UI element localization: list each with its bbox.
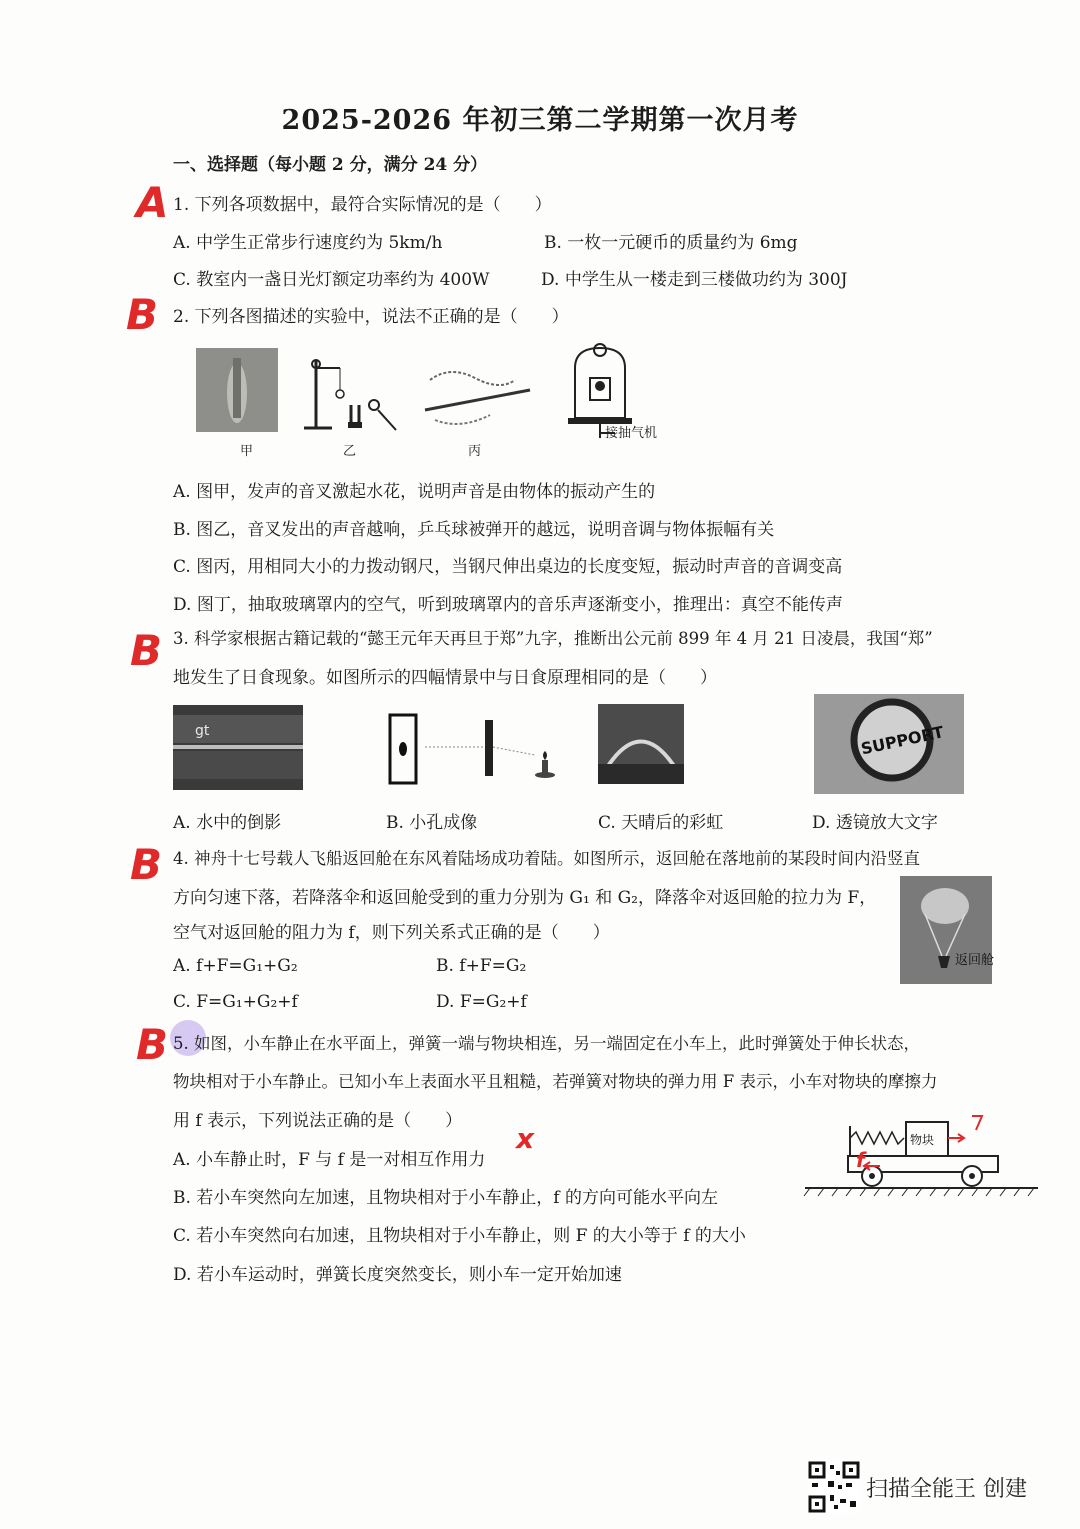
figure-label-jia: 甲 [240,444,254,459]
qr-code-icon [808,1461,860,1513]
scanner-watermark: 扫描全能王 创建 [866,1477,1027,1502]
figure-jia-tuning-fork-water [196,348,278,432]
image-caption-gt: gt [195,723,210,739]
figure-pinhole-imaging [385,705,565,790]
q4-option-b: B. f+F=G₂ [436,956,527,976]
q4-option-c: C. F=G₁+G₂+f [173,992,298,1012]
block-label: 物块 [910,1133,935,1147]
q2-option-c: C. 图丙，用相同大小的力拨动钢尺，当钢尺伸出桌边的长度变短，振动时声音的音调变高 [173,557,843,577]
figure-cart-spring-block [800,1108,1045,1203]
q5-stem-line3: 用 f 表示，下列说法正确的是（ ） [173,1111,463,1131]
q4-stem-line2: 方向匀速下落，若降落伞和返回舱受到的重力分别为 G₁ 和 G₂，降落伞对返回舱的拉力为 F， [173,888,877,908]
q1-stem: 1. 下列各项数据中，最符合实际情况的是（ ） [173,195,552,215]
handwritten-answer-q4: B [130,840,163,889]
q3-option-b: B. 小孔成像 [386,813,478,833]
figure-bing-ruler [420,360,535,430]
magnifier-icon [814,694,964,794]
q1-option-b: B. 一枚一元硬币的质量约为 6mg [544,233,798,253]
rainbow-icon [598,704,684,784]
q5-option-d: D. 若小车运动时，弹簧长度突然变长，则小车一定开始加速 [173,1265,622,1285]
figure-rainbow [598,704,684,784]
q3-stem-line1: 3. 科学家根据古籍记载的“懿王元年天再旦于郑”九字，推断出公元前 899 年 4 月 21 日凌晨，我国“郑” [173,629,933,648]
page-title: 2025-2026 年初三第二学期第一次月考 [281,105,799,136]
figure-label-yi: 乙 [343,444,357,459]
handwritten-answer-q5: B [136,1020,169,1069]
q4-option-d: D. F=G₂+f [436,992,527,1012]
magnified-word: SUPPORT [859,722,946,759]
handwritten-answer-q3: B [130,626,163,675]
handwritten-f-label: f [856,1148,865,1172]
q5-option-c: C. 若小车突然向右加速，且物块相对于小车静止，则 F 的大小等于 f 的大小 [173,1226,746,1246]
q5-option-a: A. 小车静止时，F 与 f 是一对相互作用力 [173,1150,486,1170]
q1-option-c: C. 教室内一盏日光灯额定功率约为 400W [173,270,490,290]
handwritten-answer-q2: B [126,290,159,339]
q1-option-a: A. 中学生正常步行速度约为 5km/h [173,233,443,253]
q4-stem-line3: 空气对返回舱的阻力为 f，则下列关系式正确的是（ ） [173,923,610,943]
handwritten-answer-q1: A [136,178,169,227]
reflection-icon [173,705,303,790]
capsule-label: 返回舱 [955,953,995,968]
q3-option-d: D. 透镜放大文字 [812,813,938,833]
figure-yi-tuning-fork-pingpong [296,350,406,435]
q2-option-d: D. 图丁，抽取玻璃罩内的空气，听到玻璃罩内的音乐声逐渐变小，推理出：真空不能传声 [173,595,843,615]
q2-option-b: B. 图乙，音叉发出的声音越响，乒乓球被弹开的越远，说明音调与物体振幅有关 [173,520,775,540]
figure-reflection-water [173,705,303,790]
q4-option-a: A. f+F=G₁+G₂ [173,956,298,976]
section-heading: 一、选择题（每小题 2 分，满分 24 分） [173,155,488,175]
figure-label-bing: 丙 [468,444,482,459]
q5-stem-line2: 物块相对于小车静止。已知小车上表面水平且粗糙，若弹簧对物块的弹力用 F 表示，小车对物块的摩擦力 [173,1072,938,1091]
q5-option-b: B. 若小车突然向左加速，且物块相对于小车静止，f 的方向可能水平向左 [173,1188,718,1208]
q3-stem-line2: 地发生了日食现象。如图所示的四幅情景中与日食原理相同的是（ ） [173,668,717,688]
figure-note-pump: 接抽气机 [605,426,658,441]
q2-option-a: A. 图甲，发声的音叉激起水花，说明声音是由物体的振动产生的 [173,482,656,502]
handwritten-cross: x [516,1122,535,1155]
figure-magnifier [814,694,964,794]
q3-option-a: A. 水中的倒影 [173,813,282,833]
q1-option-d: D. 中学生从一楼走到三楼做功约为 300J [541,270,848,290]
q4-stem-line1: 4. 神舟十七号载人飞船返回舱在东风着陆场成功着陆。如图所示，返回舱在落地前的某段时间内沿竖直 [173,849,920,868]
q2-stem: 2. 下列各图描述的实验中，说法不正确的是（ ） [173,307,569,327]
q3-option-c: C. 天晴后的彩虹 [598,813,724,833]
q5-stem-line1: 5. 如图，小车静止在水平面上，弹簧一端与物块相连，另一端固定在小车上，此时弹簧处于伸长状态， [173,1034,920,1053]
tuning-fork-water-icon [196,348,278,432]
